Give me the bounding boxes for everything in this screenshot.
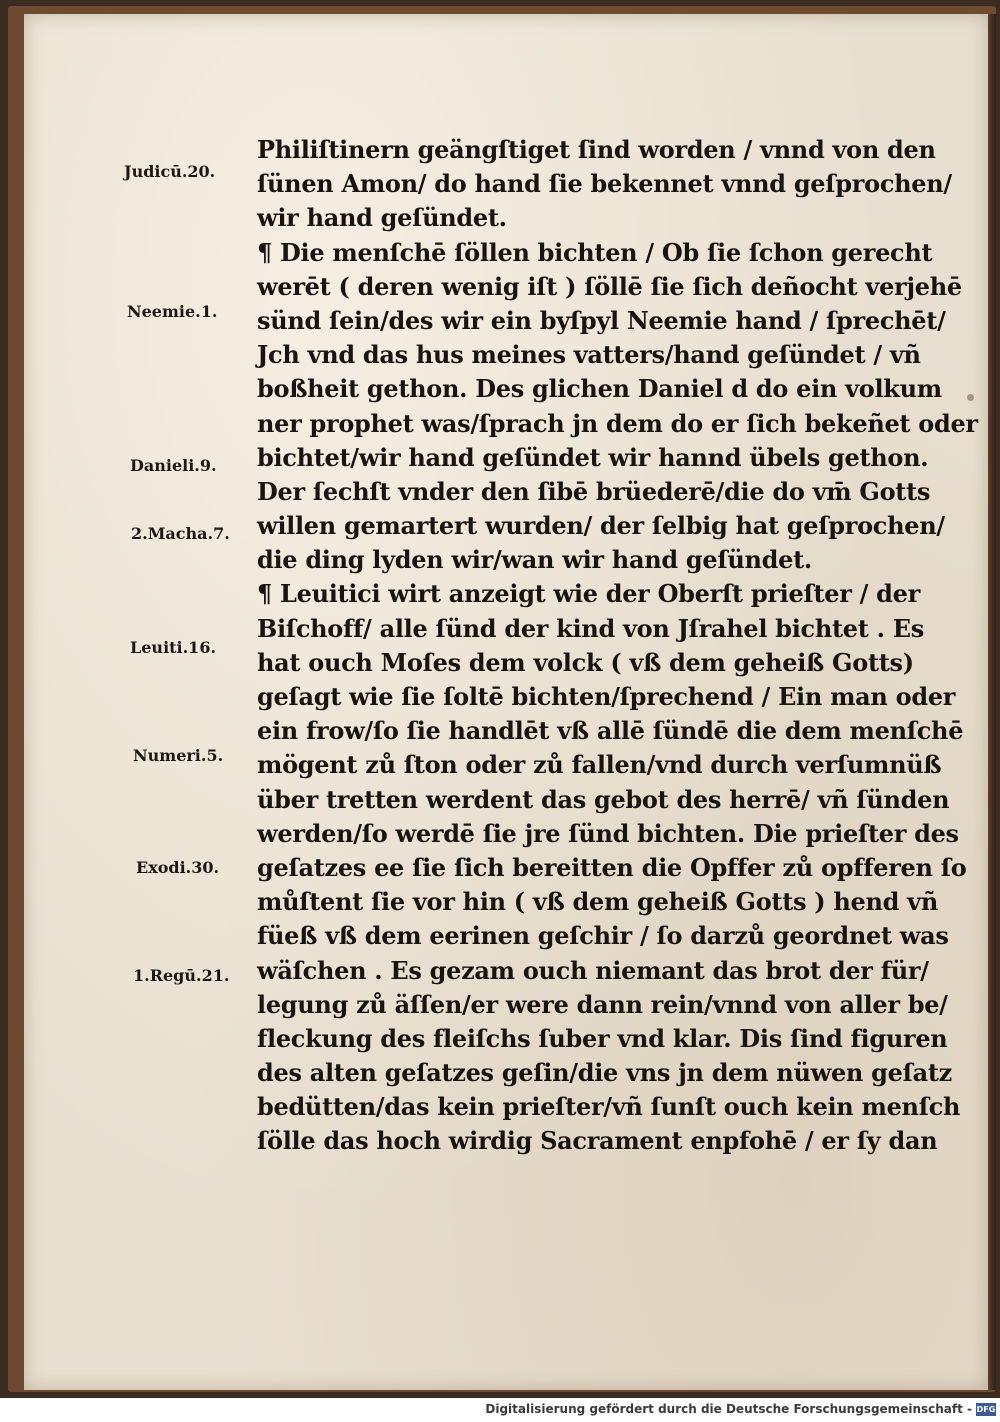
text-line: můſtent ſie vor hin ( vß dem geheiß Gotts ) hend vñ bbox=[257, 887, 938, 917]
text-line: ſünen Amon/ do hand ſie bekennet vnnd geſprochen/ bbox=[257, 169, 952, 199]
text-line: Der ſechſt vnder den ſibē brüederē/die do vm̄ Gotts bbox=[257, 476, 931, 506]
text-line: boßheit gethon. Des glichen Daniel d do ein volkum bbox=[257, 374, 942, 404]
paper-speck bbox=[967, 394, 974, 401]
text-line: ner prophet was/ſprach jn dem do er ſich bekeñet oder bbox=[257, 408, 978, 438]
text-line: Jch vnd das hus meines vatters/hand geſündet / vñ bbox=[257, 340, 921, 370]
binding-edge bbox=[988, 14, 996, 1390]
body-text bbox=[257, 133, 978, 1159]
margin-note-judicum: Judicū.20. bbox=[124, 162, 216, 181]
text-line: willen gemartert wurden/ der ſelbig hat geſprochen/ bbox=[257, 511, 945, 541]
text-line: füeß vß dem eerinen geſchir / ſo darzů geordnet was bbox=[257, 921, 949, 951]
text-line: wäſchen . Es gezam ouch niemant das brot der für/ bbox=[257, 955, 929, 985]
text-line: bedütten/das kein prieſter/vñ ſunſt ouch kein menſch bbox=[257, 1092, 961, 1122]
dfg-logo: DFG bbox=[976, 1405, 996, 1414]
text-line: fleckung des fleiſchs ſuber vnd klar. Dis ſind figuren bbox=[257, 1023, 948, 1053]
text-line: bichtet/wir hand geſündet wir hannd übels gethon. bbox=[257, 442, 929, 472]
text-line: wir hand geſündet. bbox=[257, 203, 507, 233]
text-line: sünd ſein/des wir ein byſpyl Neemie hand / ſprechēt/ bbox=[257, 305, 946, 335]
text-line: mögent zů ſton oder zů fallen/vnd durch verſumnüß bbox=[257, 750, 942, 780]
text-line: geſatzes ee ſie ſich bereitten die Opffer zů opfferen ſo bbox=[257, 852, 967, 882]
margin-note-macha: 2.Macha.7. bbox=[131, 524, 230, 543]
text-line: ſölle das hoch wirdig Sacrament enpfohē / er ſy dan bbox=[257, 1126, 938, 1156]
footer-bar bbox=[0, 1398, 1000, 1422]
text-line: werēt ( deren wenig iſt ) ſöllē ſie ſich deñocht verjehē bbox=[257, 271, 962, 301]
text-line: ein frow/ſo ſie handlēt vß allē ſündē die dem menſchē bbox=[257, 716, 964, 746]
text-line: Philiſtinern geängſtiget ſind worden / vnnd von den bbox=[257, 135, 936, 164]
margin-note-danieli: Danieli.9. bbox=[130, 456, 217, 475]
margin-note-regum: 1.Regū.21. bbox=[133, 966, 230, 985]
footer-credit: Digitalisierung gefördert durch die Deutsche Forschungsgemeinschaft - bbox=[485, 1402, 972, 1416]
text-line: ¶ Die menſchē ſöllen bichten / Ob ſie ſchon gerecht bbox=[257, 237, 933, 267]
text-line: über tretten werdent das gebot des herrē/ vñ ſünden bbox=[257, 784, 950, 814]
text-line: legung zů äſſen/er were dann rein/vnnd von aller be/ bbox=[257, 989, 948, 1019]
margin-note-numeri: Numeri.5. bbox=[133, 746, 224, 765]
margin-note-exodi: Exodi.30. bbox=[136, 858, 220, 877]
text-line: werden/ſo werdē ſie jre ſünd bichten. Die prieſter des bbox=[257, 818, 959, 848]
text-line: Biſchoff/ alle ſünd der kind von Jſrahel bichtet . Es bbox=[257, 613, 924, 643]
text-line: die ding lyden wir/wan wir hand geſündet. bbox=[257, 545, 812, 575]
text-line: geſagt wie ſie ſoltē bichten/ſprechend / Ein man oder bbox=[257, 682, 956, 711]
text-line: des alten geſatzes geſin/die vns jn dem nüwen geſatz bbox=[257, 1058, 952, 1088]
text-line: hat ouch Moſes dem volck ( vß dem geheiß Gotts) bbox=[257, 647, 914, 677]
margin-note-neemie: Neemie.1. bbox=[127, 302, 218, 321]
text-line: ¶ Leuitici wirt anzeigt wie der Oberſt prieſter / der bbox=[257, 579, 920, 609]
margin-note-leuiti: Leuiti.16. bbox=[130, 638, 217, 657]
